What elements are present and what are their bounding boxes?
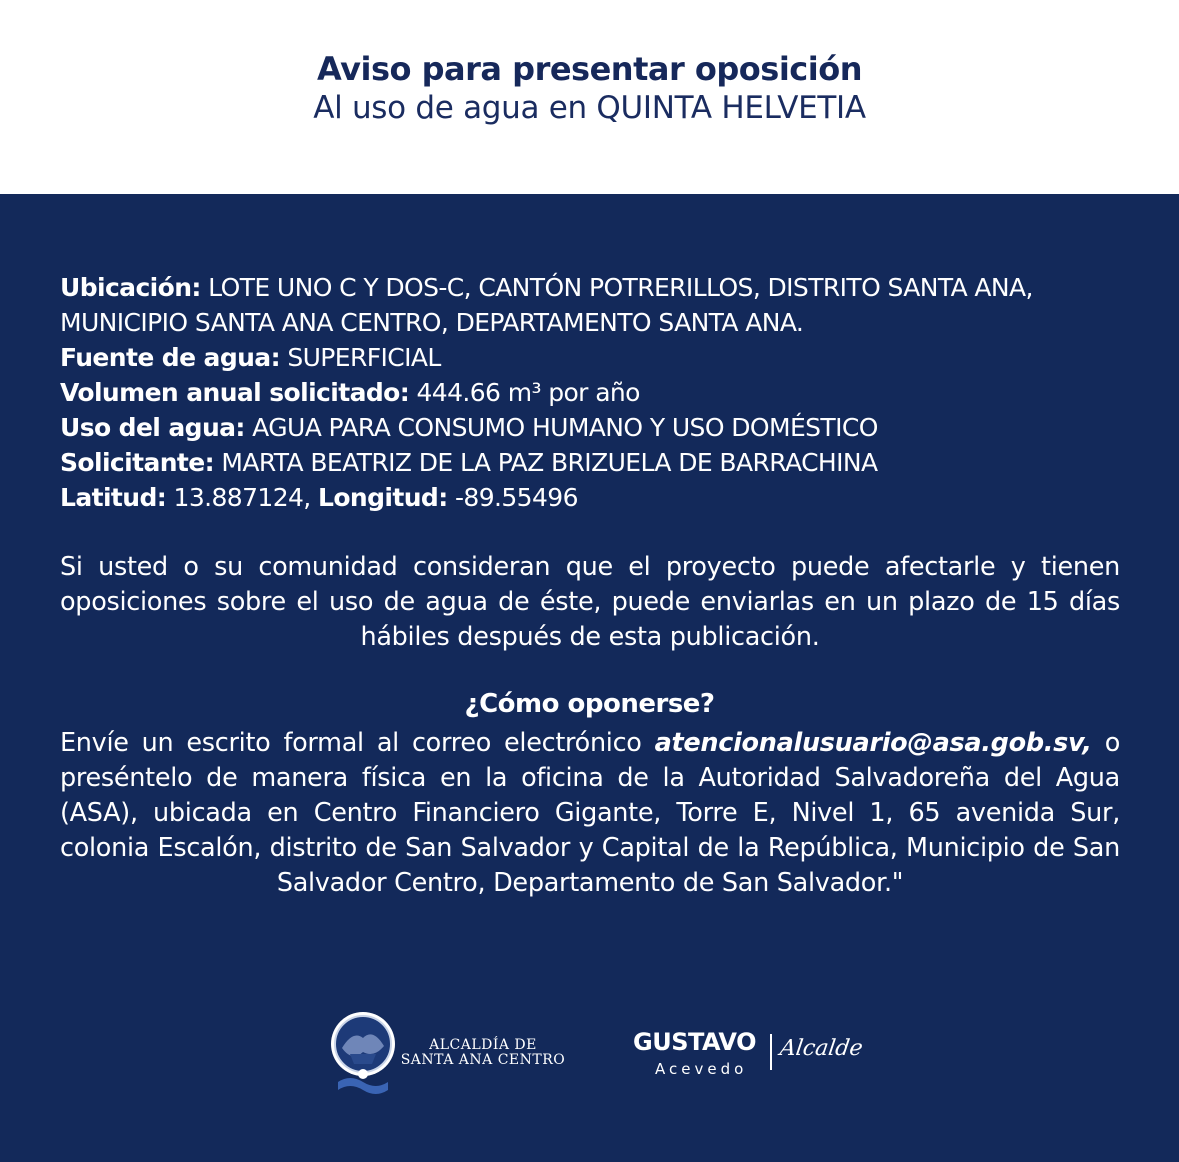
- uso-value: AGUA PARA CONSUMO HUMANO Y USO DOMÉSTICO: [244, 413, 878, 442]
- fuente-value: SUPERFICIAL: [279, 343, 441, 372]
- municipality-line-2: SANTA ANA CENTRO: [400, 1052, 566, 1068]
- municipality-name: [398, 1038, 568, 1068]
- how-to-oppose-heading: ¿Cómo oponerse?: [464, 689, 715, 719]
- fuente-line: [60, 340, 1120, 375]
- uso-label: Uso del agua:: [60, 413, 245, 442]
- mayor-last-name: Acevedo: [655, 1060, 748, 1078]
- coordinates-line: [60, 480, 1120, 515]
- volumen-line: [60, 375, 1120, 410]
- how-text-before: Envíe un escrito formal al correo electrónico: [60, 728, 655, 758]
- how-to-oppose-paragraph: [60, 726, 1120, 901]
- mayor-first-name: GUSTAVO: [633, 1028, 756, 1056]
- how-text-after: o preséntelo de manera física en la oficina de la Autoridad Salvadoreña del Agua (ASA), ubicada en Centro Financiero Gigante, Torre E, Nivel 1, 65 avenida Sur, colonia Escalón, distrito de San Salvador y Capital de la República, Municipio de San Salvador Centro, Departamento de San Salvador.": [60, 728, 1120, 898]
- latitud-label: Latitud:: [60, 483, 167, 512]
- ubicacion-line: [60, 270, 1120, 305]
- solicitante-line: [60, 445, 1120, 480]
- page-subtitle: Al uso de agua en QUINTA HELVETIA: [313, 90, 866, 126]
- volumen-label: Volumen anual solicitado:: [60, 378, 410, 407]
- municipality-line-1: ALCALDÍA DE: [429, 1037, 537, 1053]
- opposition-paragraph: Si usted o su comunidad consideran que el proyecto puede afectarle y tienen oposiciones sobre el uso de agua de éste, puede enviarlas en un plazo de 15 días hábiles después de esta publicación.: [60, 552, 1120, 652]
- longitud-label: Longitud:: [318, 483, 448, 512]
- ubicacion-value-2: MUNICIPIO SANTA ANA CENTRO, DEPARTAMENTO SANTA ANA.: [60, 308, 804, 337]
- solicitante-label: Solicitante:: [60, 448, 215, 477]
- ubicacion-label: Ubicación:: [60, 273, 201, 302]
- latitud-value: 13.887124,: [166, 483, 319, 512]
- notice-panel: [0, 194, 1179, 1162]
- fuente-label: Fuente de agua:: [60, 343, 280, 372]
- longitud-value: -89.55496: [447, 483, 578, 512]
- ubicacion-line-2: [60, 305, 1120, 340]
- municipal-seal-logo: [328, 1008, 398, 1098]
- uso-line: [60, 410, 1120, 445]
- footer: [0, 1002, 1179, 1112]
- volumen-value: 444.66 m³ por año: [409, 378, 640, 407]
- details-block: [60, 270, 1120, 515]
- ubicacion-value: LOTE UNO C Y DOS-C, CANTÓN POTRERILLOS, DISTRITO SANTA ANA,: [200, 273, 1033, 302]
- header: [0, 0, 1179, 194]
- solicitante-value: MARTA BEATRIZ DE LA PAZ BRIZUELA DE BARRACHINA: [214, 448, 878, 477]
- email-link[interactable]: atencionalusuario@asa.gob.sv,: [654, 728, 1092, 758]
- mayor-title-signature: Alcalde: [778, 1036, 865, 1061]
- logo-divider: [770, 1034, 772, 1070]
- page-title: Aviso para presentar oposición: [317, 50, 862, 88]
